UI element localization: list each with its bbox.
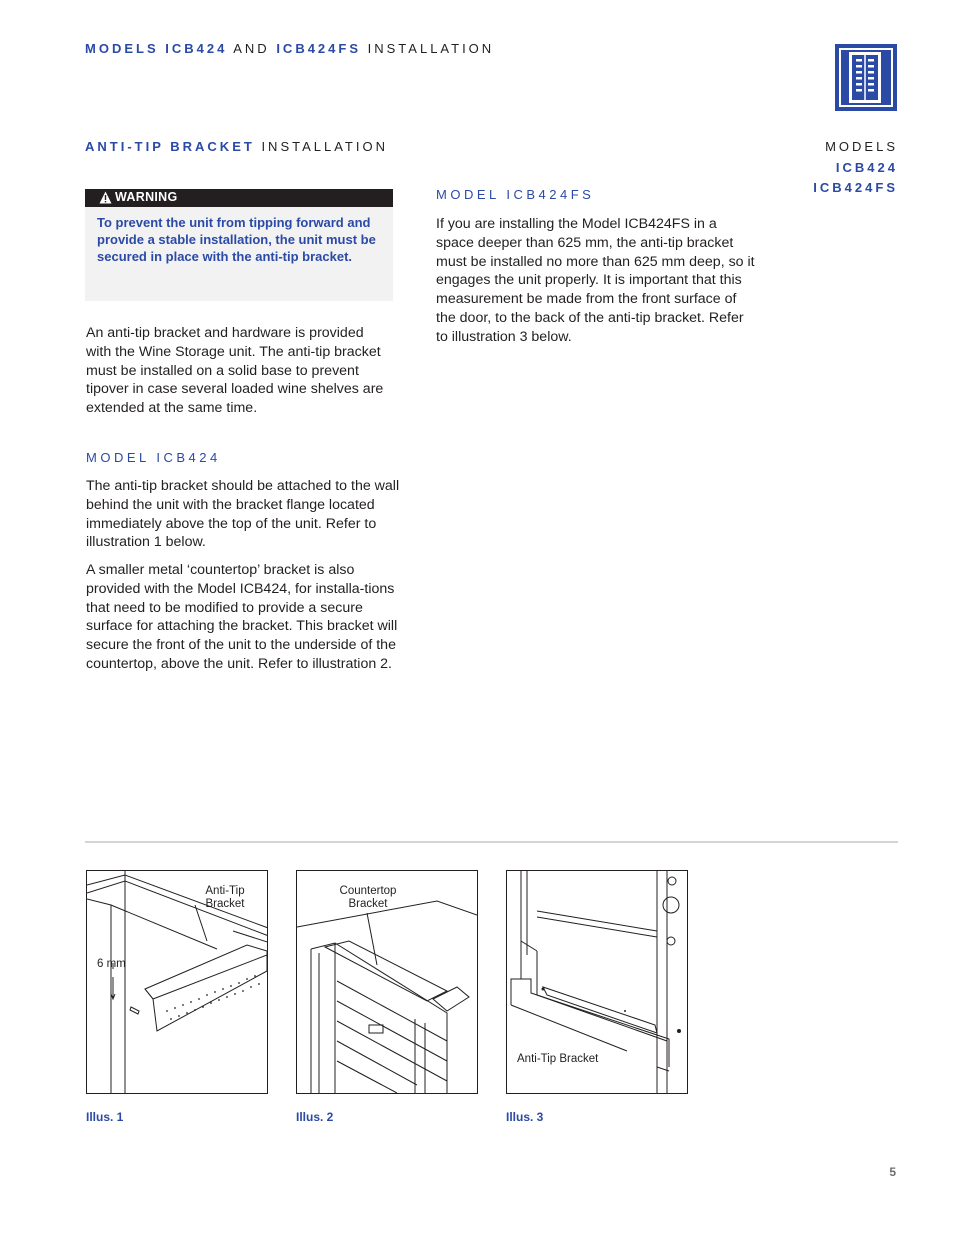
- sidebar-model-b: ICB424FS: [813, 180, 898, 195]
- page-header: [85, 41, 494, 56]
- header-and: AND: [233, 41, 270, 56]
- header-models-word: MODELS: [85, 41, 159, 56]
- model-icb424-heading: MODEL ICB424: [86, 450, 221, 465]
- sidebar-model-a: ICB424: [835, 159, 898, 175]
- section-title: [85, 139, 388, 154]
- wine-storage-unit-icon: [835, 44, 897, 111]
- section-title-bold: ANTI-TIP BRACKET: [85, 139, 255, 154]
- warning-text: To prevent the unit from tipping forward and provide a stable installation, the unit must be secured in place with the anti-tip bracket.: [97, 215, 376, 265]
- model-icb424-para1: The anti-tip bracket should be attached to the wall behind the unit with the bracket flange located immediately above the top of the unit. Refer to illustration 1 below.: [86, 478, 400, 551]
- header-installation: INSTALLATION: [367, 41, 495, 56]
- header-model-b: ICB424FS: [276, 41, 362, 56]
- illustration-1: [86, 870, 268, 1094]
- sidebar-models: [813, 137, 898, 199]
- header-model-a: ICB424: [165, 41, 228, 56]
- illustration-1-caption: Illus. 1: [86, 1110, 124, 1124]
- illustration-1-label: Anti-Tip Bracket: [205, 885, 245, 910]
- model-icb424-para2: A smaller metal ‘countertop’ bracket is also provided with the Model ICB424, for installa-tions that need to be modified to provide a secure surface for attaching the bracket. This bracket will secure the front of the unit to the underside of the countertop, above the unit. Refer to illustration 2.: [86, 562, 398, 672]
- intro-paragraph: An anti-tip bracket and hardware is provided with the Wine Storage unit. The anti-tip bracket must be installed on a solid base to prevent tipover in case several loaded wine shelves are extended at the same time.: [86, 325, 384, 417]
- page-number: 5: [889, 1165, 896, 1179]
- warning-label: WARNING: [115, 190, 178, 204]
- divider-rule: [85, 841, 898, 843]
- section-title-light: INSTALLATION: [261, 139, 388, 154]
- model-icb424fs-para1: If you are installing the Model ICB424FS in a space deeper than 625 mm, the anti-tip bracket must be installed no more than 625 mm deep, so it engages the unit properly. It is important that this measurement be made from the front surface of the door, to the back of the anti-tip bracket. Refer to illustration 3 below.: [436, 216, 755, 345]
- warning-bar: [85, 189, 393, 207]
- illustration-2-caption: Illus. 2: [296, 1110, 334, 1124]
- illustration-3-label: Anti-Tip Bracket: [517, 1053, 599, 1065]
- illustration-3-caption: Illus. 3: [506, 1110, 544, 1124]
- illustration-3: [506, 870, 688, 1094]
- model-icb424fs-heading: MODEL ICB424FS: [436, 187, 595, 202]
- illustration-2: [296, 870, 478, 1094]
- illustration-2-label: Countertop Bracket: [339, 885, 397, 910]
- illustration-1-dimension: 6 mm: [97, 958, 126, 970]
- warning-triangle-icon: [99, 191, 112, 204]
- sidebar-label: MODELS: [825, 139, 898, 154]
